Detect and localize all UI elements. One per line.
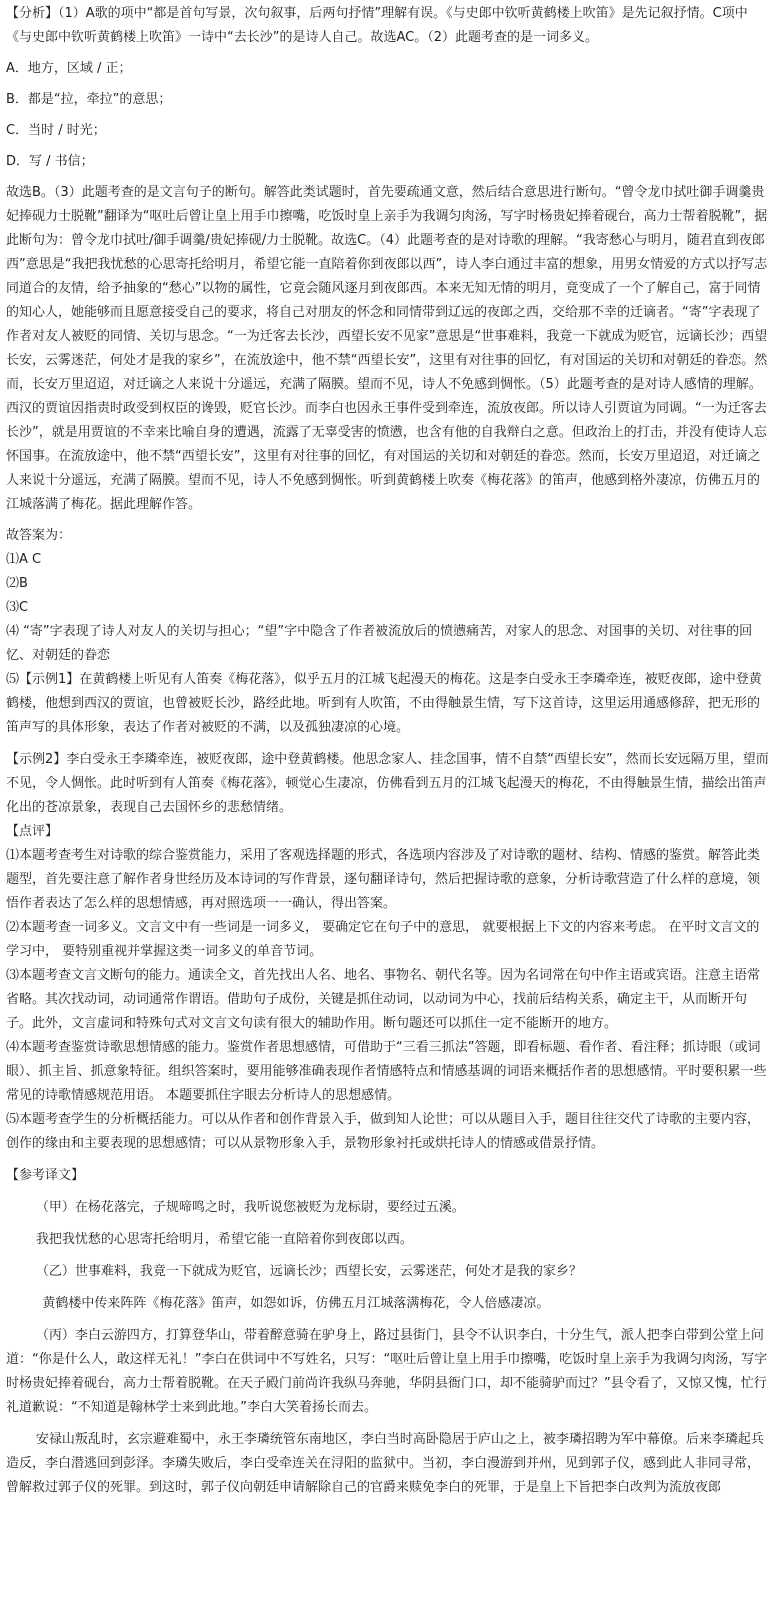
answer-5-example-1: ⑸【示例1】在黄鹤楼上听见有人笛奏《梅花落》，似乎五月的江城飞起漫天的梅花。这是李白受永王李璘牵连，被贬夜郎，途中登黄鹤楼，他想到西汉的贾谊，也曾被贬长沙，路经此地。听到有人吹笛，不由得触景生情，写下这首诗，这里运用通感修辞，把无形的笛声写的具体形象，表达了作者对被贬的不满，以及孤独凄凉的心境。 xyxy=(6,672,762,735)
option-b: B．都是“拉，牵拉”的意思； xyxy=(6,92,172,107)
translation-bing: （丙）李白云游四方，打算登华山，带着醉意骑在驴身上，路过县街门，县令不认识李白，十分生气，派人把李白带到公堂上问道：“你是什么人，敢这样无礼！”李白在供词中不写姓名，只写：“呕吐后曾让皇上用手巾擦嘴，吃饭时皇上亲手为我调匀肉汤，写字时杨贵妃捧着砚台，高力士帮着脱靴。在天子殿门前尚许我纵马奔驰，华阴县衙门口，却不能骑驴而过？”县令看了，又惊又愧，忙行礼道歉说：“不知道是翰林学士来到此地。”李白大笑着扬长而去。 xyxy=(6,1328,768,1415)
analysis-long-paragraph: 故选B。（3）此题考查的是文言句子的断句。解答此类试题时，首先要疏通文意，然后结合意思进行断句。“曾令龙巾拭吐御手调羹贵妃捧砚力士脱靴”翻译为“呕吐后曾让皇上用手巾擦嘴，吃饭时皇上亲手为我调匀肉汤，写字时杨贵妃捧着砚台，高力士帮着脱靴”，据此断句为：曾令龙巾拭吐/御手调羹/贵妃捧砚/力士脱靴。故选C。（4）此题考查的是对诗歌的理解。“我寄愁心与明月，随君直到夜郎西”意思是“我把我忧愁的心思寄托给明月，希望它能一直陪着你到夜郎以西”，诗人李白通过丰富的想象，用男女情爱的方式以抒写志同道合的友情，给予抽象的“愁心”以物的属性，它竟会随风逐月到夜郎西。本来无知无情的明月，竟变成了一个了解自己，富于同情的知心人，她能够而且愿意接受自己的要求，将自己对朋友的怀念和同情带到辽远的夜郎之西，交给那不幸的迁谪者。“寄”字表现了作者对友人被贬的同情、关切与思念。“一为迁客去长沙，西望长安不见家”意思是“世事难料，我竟一下就成为贬官，远谪长沙；西望长安，云雾迷茫，何处才是我的家乡”，在流放途中，他不禁“西望长安”，这里有对往事的回忆，有对国运的关切和对朝廷的眷恋。然而，长安万里迢迢，对迁谪之人来说十分遥远，充满了隔膜。望而不见，诗人不免感到惆怅。（5）此题考查的是对诗人感情的理解。西汉的贾谊因指责时政受到权臣的谗毁，贬官长沙。而李白也因永王事件受到牵连，流放夜郎。所以诗人引贾谊为同调。“一为迁客去长沙”，就是用贾谊的不幸来比喻自身的遭遇，流露了无辜受害的愤懑，也含有他的自我辩白之意。但政治上的打击，并没有使诗人忘怀国事。在流放途中，他不禁“西望长安”，这里有对往事的回忆，有对国运的关切和对朝廷的眷恋。然而，长安万里迢迢，对迁谪之人来说十分遥远，充满了隔膜。望而不见，诗人不免感到惆怅。听到黄鹤楼上吹奏《梅花落》的笛声，他感到格外凄凉，仿佛五月的江城落满了梅花。据此理解作答。 xyxy=(6,185,768,512)
comment-5: ⑸本题考查学生的分析概括能力。可以从作者和创作背景入手，做到知人论世；可以从题目入手，题目往往交代了诗歌的主要内容，创作的缘由和主要表现的思想感情；可以从景物形象入手，景物形象衬托或烘托诗人的情感或借景抒情。 xyxy=(6,1112,761,1151)
translation-yi: （乙）世事难料，我竟一下就成为贬官，远谪长沙；西望长安，云雾迷茫，何处才是我的家乡？ xyxy=(35,1264,582,1279)
option-c: C．当时 / 时光； xyxy=(6,123,106,138)
option-a: A．地方，区域 / 正； xyxy=(6,61,132,76)
comment-2: ⑵本题考查一词多义。文言文中有一些词是一词多义， 要确定它在句子中的意思， 就要根据上下文的内容来考虑。 在平时文言文的学习中， 要特别重视并掌握这类一词多义的单音节词。 xyxy=(6,920,760,959)
comment-4: ⑷本题考查鉴赏诗歌思想情感的能力。鉴赏作者思想感情，可借助于“三看三抓法”答题，即看标题、看作者、看注释；抓诗眼（或词眼）、抓主旨、抓意象特征。组织答案时，要用能够准确表现作者情感特点和情感基调的词语来概括作者的思想感情。平时要积累一些常见的诗歌情感规范用语。 本题要抓住字眼去分析诗人的思想感情。 xyxy=(6,1040,767,1103)
translation-jia: （甲）在杨花落完，子规啼鸣之时，我听说您被贬为龙标尉，要经过五溪。 xyxy=(35,1200,465,1215)
translation-jia-2: 我把我忧愁的心思寄托给明月，希望它能一直陪着你到夜郎以西。 xyxy=(35,1232,413,1247)
option-d: D．写 / 书信； xyxy=(6,154,94,169)
comment-3: ⑶本题考查文言文断句的能力。通读全文，首先找出人名、地名、事物名、朝代名等。因为名词常在句中作主语或宾语。注意主语常省略。其次找动词，动词通常作谓语。借助句子成份，关键是抓住动词，以动词为中心，找前后结构关系，确定主干，从而断开句子。此外，文言虚词和特殊句式对文言文句读有很大的辅助作用。断句题还可以抓住一定不能断开的地方。 xyxy=(6,968,761,1031)
answer-2: ⑵B xyxy=(6,576,28,591)
answer-5-example-2: 【示例2】李白受永王李璘牵连，被贬夜郎，途中登黄鹤楼。他思念家人、挂念国事，情不自禁“西望长安”，然而长安远隔万里，望而不见，令人惆怅。此时听到有人笛奏《梅花落》，顿觉心生凄凉，仿佛看到五月的江城飞起漫天的梅花，不由得触景生情，描绘出笛声化出的苍凉景象，表现自己去国怀乡的悲愁情绪。 xyxy=(6,752,769,815)
answer-label: 故答案为： xyxy=(6,528,72,543)
answer-4: ⑷ “寄”字表现了诗人对友人的关切与担心；“望”字中隐含了作者被流放后的愤懑痛苦，对家人的思念、对国事的关切、对往事的回忆、对朝廷的眷恋 xyxy=(6,624,753,663)
answer-1: ⑴A C xyxy=(6,552,42,567)
translation-label: 【参考译文】 xyxy=(6,1168,85,1183)
answer-3: ⑶C xyxy=(6,600,29,615)
analysis-paragraph: 【分析】（1）A歌的项中“都是首句写景，次句叙事，后两句抒情”理解有误。《与史郎中钦听黄鹤楼上吹笛》是先记叙抒情。C项中《与史郎中钦听黄鹤楼上吹笛》一诗中“去长沙”的是诗人自己。故选AC。（2）此题考查的是一词多义。 xyxy=(6,6,748,45)
translation-yi-2: 黄鹤楼中传来阵阵《梅花落》笛声，如怨如诉，仿佛五月江城落满梅花，令人倍感凄凉。 xyxy=(42,1296,550,1311)
comment-1: ⑴本题考查考生对诗歌的综合鉴赏能力，采用了客观选择题的形式，各选项内容涉及了对诗歌的题材、结构、情感的鉴赏。解答此类题型，首先要注意了解作者身世经历及本诗词的写作背景，逐句翻译诗句，然后把握诗歌的意象，分析诗歌营造了什么样的意境，领悟作者表达了怎么样的思想情感，再对照选项一一确认，得出答案。 xyxy=(6,848,761,911)
comment-label: 【点评】 xyxy=(6,824,59,839)
translation-bing-2: 安禄山叛乱时，玄宗避难蜀中，永王李璘统管东南地区，李白当时高卧隐居于庐山之上，被李璘招聘为军中幕僚。后来李璘起兵造反，李白潜逃回到彭泽。李璘失败后，李白受牵连关在浔阳的监狱中。当初，李白漫游到并州，见到郭子仪，感到此人非同寻常，曾解救过郭子仪的死罪。到这时，郭子仪向朝廷申请解除自己的官爵来赎免李白的死罪，于是皇上下旨把李白改判为流放夜郎 xyxy=(6,1432,764,1495)
